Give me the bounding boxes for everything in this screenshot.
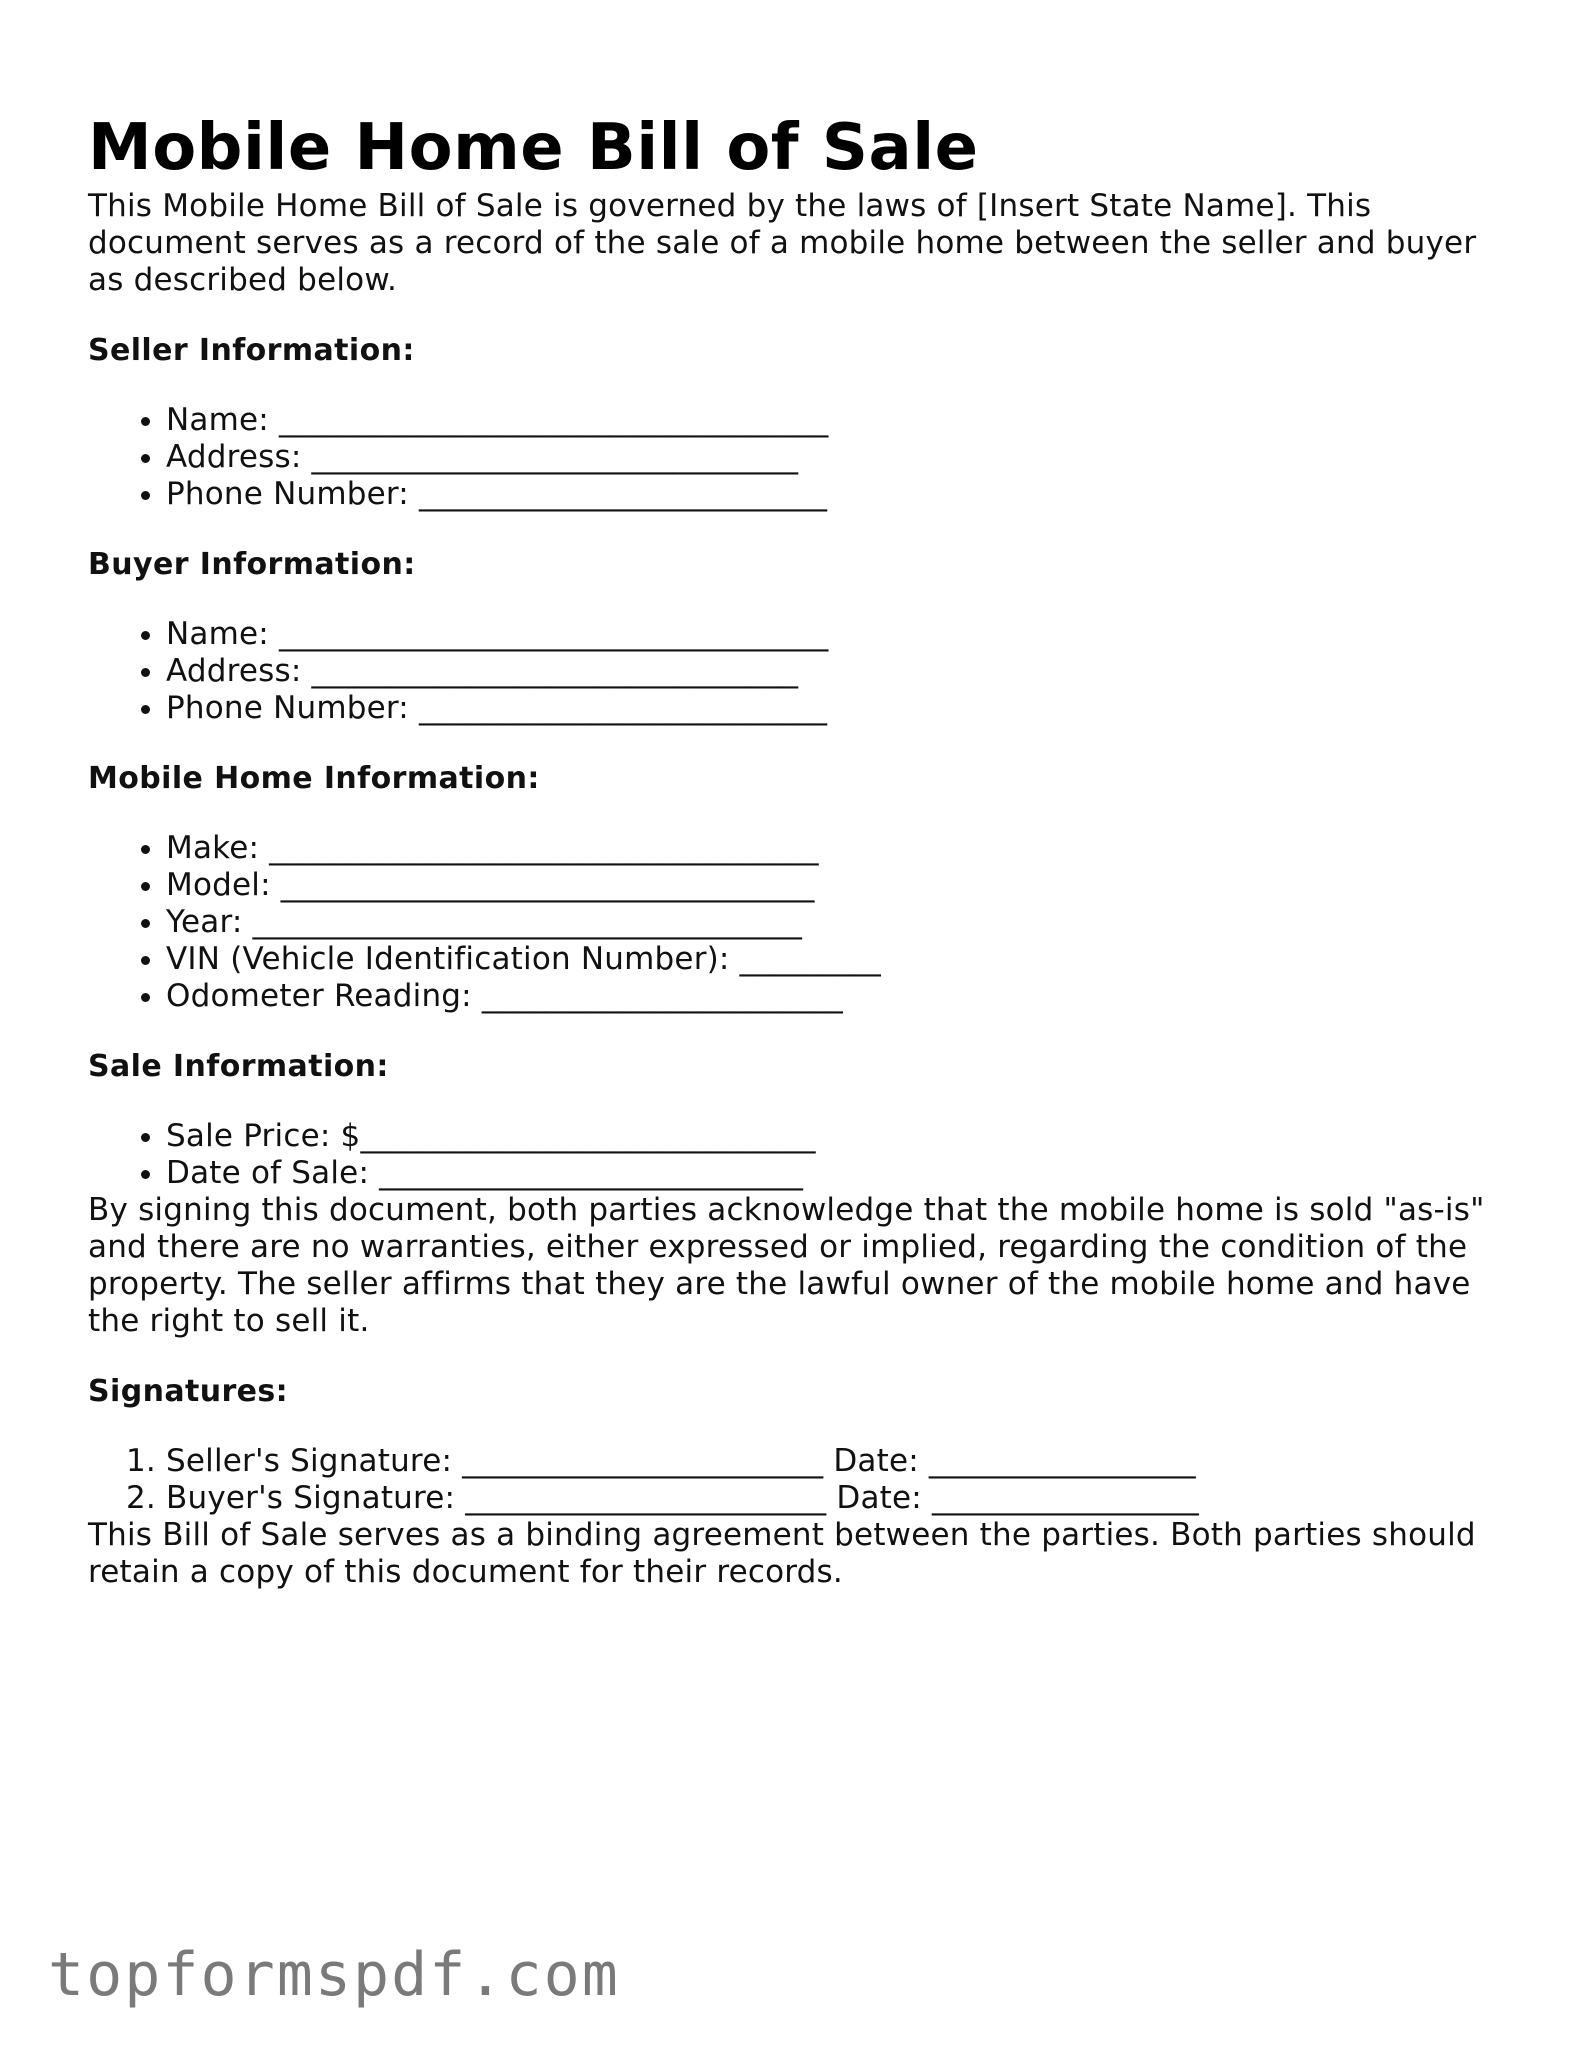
seller-address-field[interactable]: • Address: _______________________________ [166,439,1508,476]
model-field[interactable]: • Model: __________________________________ [166,867,1508,904]
sale-list [88,1118,1508,1192]
mobile-home-list [88,830,1508,1015]
document-page [88,108,1508,1591]
seller-phone-field[interactable]: • Phone Number: __________________________ [166,476,1508,513]
year-field[interactable]: • Year: ___________________________________ [166,904,1508,941]
page-title: Mobile Home Bill of Sale [88,111,979,185]
signatures-heading: Signatures: [88,1374,289,1409]
seller-name-field[interactable]: • Name: ___________________________________ [166,402,1508,439]
seller-signature-line[interactable]: 1. Seller's Signature: _______________________ Date: _________________ [166,1443,1508,1480]
buyer-name-field[interactable]: • Name: ___________________________________ [166,616,1508,653]
vin-field[interactable]: • VIN (Vehicle Identification Number): _________ [166,941,1508,978]
intro-paragraph: This Mobile Home Bill of Sale is governed by the laws of [Insert State Name]. This document serves as a record of the sale of a mobile home between the seller and buyer as described below. [88,188,1477,298]
seller-heading: Seller Information: [88,333,415,368]
buyer-signature-line[interactable]: 2. Buyer's Signature: _______________________ Date: _________________ [166,1480,1508,1517]
buyer-list [88,616,1508,727]
buyer-address-field[interactable]: • Address: _______________________________ [166,653,1508,690]
sale-price-field[interactable]: • Sale Price: $_____________________________ [166,1118,1508,1155]
acknowledgement-paragraph: By signing this document, both parties acknowledge that the mobile home is sold "as-is" and there are no warranties, either expressed or implied, regarding the condition of the property. The seller affirms that they are the lawful owner of the mobile home and have the right to sell it. [88,1192,1485,1339]
watermark-text: topformspdf.com [48,1940,620,2010]
signatures-list [88,1443,1508,1517]
sale-date-field[interactable]: • Date of Sale: ___________________________ [166,1155,1508,1192]
closing-paragraph: This Bill of Sale serves as a binding agreement between the parties. Both parties should retain a copy of this document for their records. [88,1517,1476,1590]
odometer-field[interactable]: • Odometer Reading: _______________________ [166,978,1508,1015]
mobile-home-heading: Mobile Home Information: [88,761,540,796]
buyer-phone-field[interactable]: • Phone Number: __________________________ [166,690,1508,727]
sale-heading: Sale Information: [88,1049,389,1084]
make-field[interactable]: • Make: ___________________________________ [166,830,1508,867]
seller-list [88,402,1508,513]
buyer-heading: Buyer Information: [88,547,416,582]
